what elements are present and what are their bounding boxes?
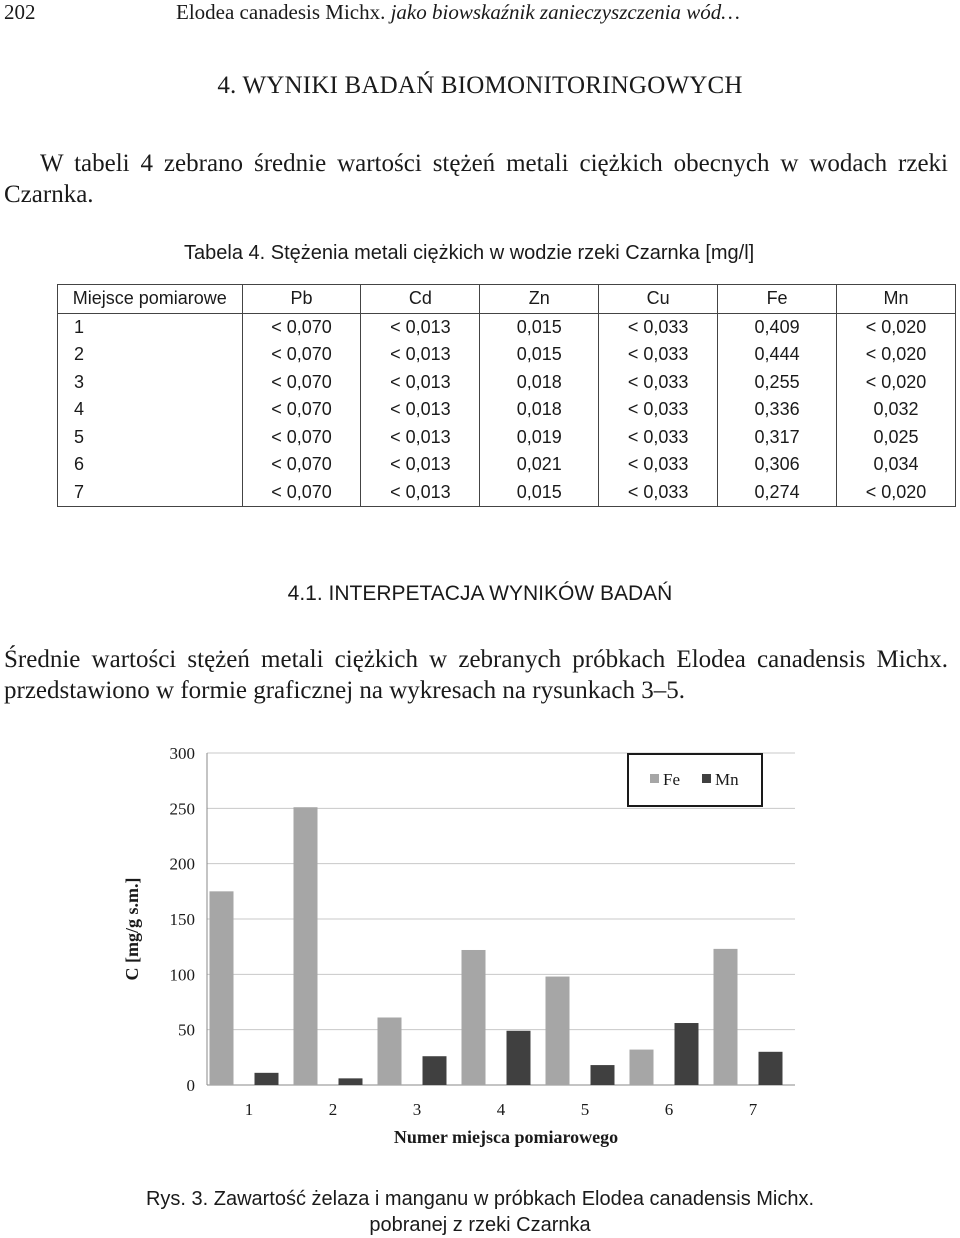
- table-cell: < 0,013: [361, 369, 480, 397]
- table-row: [58, 313, 956, 341]
- table-cell: < 0,033: [599, 424, 718, 452]
- bar-mn: [255, 1073, 279, 1085]
- table-header-row: [58, 285, 956, 314]
- table-cell: < 0,013: [361, 313, 480, 341]
- x-tick-label: 4: [496, 1100, 506, 1119]
- table-header-cell: Miejsce pomiarowe: [58, 285, 243, 314]
- bar-fe: [378, 1017, 402, 1085]
- table-cell: 0,317: [718, 424, 837, 452]
- bar-mn: [423, 1056, 447, 1085]
- table-cell: 0,018: [480, 369, 599, 397]
- table-row: [58, 369, 956, 397]
- table-header-cell: Pb: [242, 285, 361, 314]
- table-cell: 5: [74, 426, 85, 447]
- y-tick-label: 100: [169, 965, 195, 985]
- table-cell: 1: [74, 316, 85, 337]
- table-cell: < 0,013: [361, 341, 480, 369]
- table-cell: < 0,013: [361, 479, 480, 507]
- table-cell: < 0,033: [599, 451, 718, 479]
- table-cell: < 0,033: [599, 313, 718, 341]
- y-tick-label: 250: [169, 799, 195, 819]
- x-tick-label: 6: [664, 1100, 674, 1119]
- table-cell: 4: [74, 399, 85, 420]
- bar-mn: [591, 1065, 615, 1085]
- x-axis-label: Numer miejsca pomiarowego: [393, 1127, 619, 1147]
- running-title-italic: jako biowskaźnik zanieczyszczenia wód…: [390, 0, 740, 24]
- table-cell: 7: [74, 481, 85, 502]
- table-row: [58, 451, 956, 479]
- figure-caption-line1: Rys. 3. Zawartość żelaza i manganu w próbkach Elodea canadensis Michx.: [145, 1188, 815, 1210]
- figure-caption-line2: pobranej z rzeki Czarnka: [369, 1214, 591, 1236]
- table-cell: 0,336: [718, 396, 837, 424]
- bar-fe: [294, 807, 318, 1085]
- bar-fe: [546, 977, 570, 1085]
- table-header-cell: Fe: [718, 285, 837, 314]
- y-tick-label: 50: [178, 1020, 195, 1040]
- table-header-cell: Zn: [480, 285, 599, 314]
- table-cell: < 0,020: [837, 369, 956, 397]
- page-number: 202: [4, 0, 36, 24]
- table-header-cell: Cd: [361, 285, 480, 314]
- legend-swatch-mn: [702, 774, 711, 783]
- table-cell: 0,444: [718, 341, 837, 369]
- table-header-cell: Mn: [837, 285, 956, 314]
- table-cell: 0,015: [480, 313, 599, 341]
- bar-mn: [339, 1078, 363, 1085]
- bar-mn: [759, 1052, 783, 1085]
- bar-fe: [714, 949, 738, 1085]
- table-cell: 0,032: [837, 396, 956, 424]
- table-cell: 2: [74, 344, 85, 365]
- table-cell: < 0,070: [242, 369, 361, 397]
- legend-box: [628, 754, 762, 806]
- x-tick-label: 1: [244, 1100, 254, 1119]
- table-cell: < 0,013: [361, 396, 480, 424]
- y-tick-label: 150: [169, 910, 195, 929]
- bar-mn: [507, 1031, 531, 1085]
- subsection-title: 4.1. INTERPETACJA WYNIKÓW BADAŃ: [287, 582, 673, 605]
- table-cell: 0,019: [480, 424, 599, 452]
- table-cell: < 0,020: [837, 341, 956, 369]
- section-title: 4. WYNIKI BADAŃ BIOMONITORINGOWYCH: [217, 72, 743, 99]
- table-cell: < 0,020: [837, 313, 956, 341]
- legend-swatch-fe: [650, 774, 659, 783]
- table-cell: < 0,013: [361, 424, 480, 452]
- table-row: [58, 396, 956, 424]
- y-tick-label: 0: [186, 1076, 195, 1095]
- x-tick-label: 2: [328, 1100, 338, 1119]
- table-cell: < 0,013: [361, 451, 480, 479]
- table-cell: < 0,070: [242, 396, 361, 424]
- chart-container: [0, 736, 960, 1156]
- table-cell: < 0,070: [242, 341, 361, 369]
- bar-fe: [630, 1050, 654, 1085]
- bar-mn: [675, 1023, 699, 1085]
- table-cell: 0,306: [718, 451, 837, 479]
- table-cell: < 0,020: [837, 479, 956, 507]
- table-cell: < 0,033: [599, 341, 718, 369]
- table-cell: 0,021: [480, 451, 599, 479]
- legend-label-fe: Fe: [663, 770, 680, 789]
- table-cell: 0,018: [480, 396, 599, 424]
- table-cell: 0,274: [718, 479, 837, 507]
- subsection-paragraph: Średnie wartości stężeń metali ciężkich w zebranych próbkach Elodea canadensis Michx. przedstawiono w formie graficznej na wykresach na rysunkach 3–5.: [4, 646, 948, 704]
- table-cell: < 0,033: [599, 369, 718, 397]
- table-header-cell: Cu: [599, 285, 718, 314]
- table-row: [58, 479, 956, 507]
- table-cell: < 0,070: [242, 479, 361, 507]
- table-cell: 3: [74, 371, 85, 392]
- table-cell: 0,015: [480, 479, 599, 507]
- section-paragraph: W tabeli 4 zebrano średnie wartości stężeń metali ciężkich obecnych w wodach rzeki Czarnka.: [4, 150, 948, 208]
- table-cell: < 0,033: [599, 396, 718, 424]
- table-cell: < 0,033: [599, 479, 718, 507]
- table-body: [58, 313, 956, 507]
- running-title-plain: Elodea canadesis Michx.: [176, 0, 386, 24]
- table-cell: < 0,070: [242, 451, 361, 479]
- metals-table: [57, 284, 956, 507]
- table-cell: 0,025: [837, 424, 956, 452]
- table-row: [58, 341, 956, 369]
- table-cell: < 0,070: [242, 424, 361, 452]
- legend-label-mn: Mn: [715, 770, 739, 789]
- table-cell: 0,255: [718, 369, 837, 397]
- y-tick-label: 200: [169, 854, 195, 874]
- running-title: [176, 0, 740, 25]
- table-caption: Tabela 4. Stężenia metali ciężkich w wodzie rzeki Czarnka [mg/l]: [184, 242, 755, 264]
- x-tick-label: 7: [748, 1100, 758, 1119]
- y-axis-label: C [mg/g s.m.]: [122, 877, 142, 981]
- figure-caption: [0, 1186, 960, 1238]
- table-cell: 6: [74, 454, 85, 475]
- bar-fe: [462, 950, 486, 1085]
- table-cell: 0,409: [718, 313, 837, 341]
- bar-fe: [210, 891, 234, 1085]
- x-tick-label: 5: [580, 1100, 590, 1119]
- y-tick-label: 300: [169, 744, 195, 763]
- bar-chart: [0, 736, 960, 1156]
- table-cell: < 0,070: [242, 313, 361, 341]
- table-cell: 0,015: [480, 341, 599, 369]
- x-tick-label: 3: [412, 1100, 422, 1119]
- table-cell: 0,034: [837, 451, 956, 479]
- table-row: [58, 424, 956, 452]
